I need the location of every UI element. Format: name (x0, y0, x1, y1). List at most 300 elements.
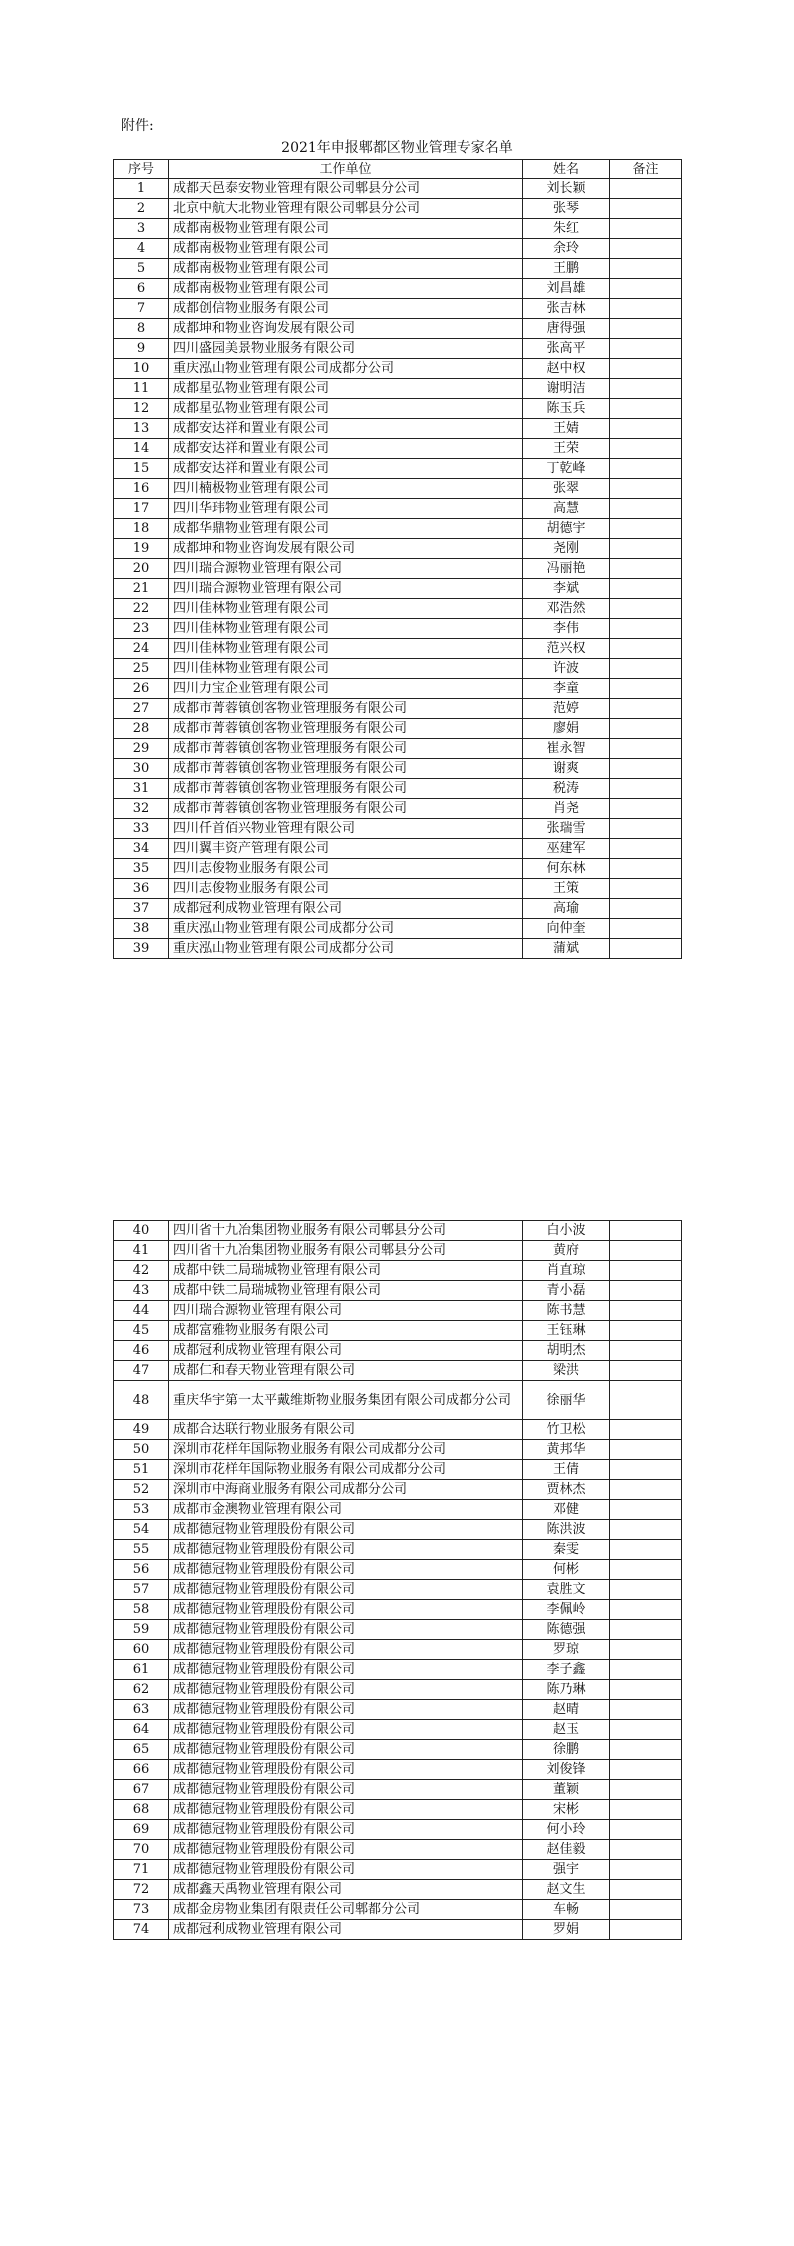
table-row (114, 1500, 682, 1520)
table-row (114, 1660, 682, 1680)
cell-name: 贾林杰 (523, 1480, 610, 1500)
cell-note (610, 1820, 682, 1840)
cell-seq: 15 (114, 459, 169, 479)
cell-unit: 成都南极物业管理有限公司 (169, 239, 523, 259)
cell-seq: 26 (114, 679, 169, 699)
cell-seq: 72 (114, 1880, 169, 1900)
cell-seq: 13 (114, 419, 169, 439)
cell-unit: 深圳市花样年国际物业服务有限公司成都分公司 (169, 1440, 523, 1460)
table-row (114, 359, 682, 379)
table-row (114, 759, 682, 779)
table-row (114, 1480, 682, 1500)
cell-seq: 55 (114, 1540, 169, 1560)
cell-unit: 成都市菁蓉镇创客物业管理服务有限公司 (169, 739, 523, 759)
cell-name: 陈洪波 (523, 1520, 610, 1540)
cell-name: 范婷 (523, 699, 610, 719)
cell-seq: 7 (114, 299, 169, 319)
cell-unit: 成都中铁二局瑞城物业管理有限公司 (169, 1261, 523, 1281)
cell-unit: 成都德冠物业管理股份有限公司 (169, 1700, 523, 1720)
cell-unit: 深圳市花样年国际物业服务有限公司成都分公司 (169, 1460, 523, 1480)
cell-unit: 成都德冠物业管理股份有限公司 (169, 1780, 523, 1800)
cell-name: 高慧 (523, 499, 610, 519)
cell-seq: 59 (114, 1620, 169, 1640)
cell-name: 朱红 (523, 219, 610, 239)
cell-name: 何小玲 (523, 1820, 610, 1840)
cell-seq: 73 (114, 1900, 169, 1920)
table-row (114, 1700, 682, 1720)
cell-note (610, 239, 682, 259)
expert-table-part-2 (113, 1220, 682, 1940)
table-row (114, 899, 682, 919)
header-seq: 序号 (114, 160, 169, 179)
cell-note (610, 799, 682, 819)
cell-seq: 20 (114, 559, 169, 579)
cell-seq: 44 (114, 1301, 169, 1321)
cell-note (610, 1341, 682, 1361)
cell-note (610, 1261, 682, 1281)
cell-note (610, 1720, 682, 1740)
table-row (114, 1880, 682, 1900)
cell-unit: 四川佳林物业管理有限公司 (169, 599, 523, 619)
cell-unit: 四川翼丰资产管理有限公司 (169, 839, 523, 859)
cell-seq: 54 (114, 1520, 169, 1540)
cell-unit: 成都星弘物业管理有限公司 (169, 379, 523, 399)
cell-name: 冯丽艳 (523, 559, 610, 579)
cell-unit: 四川佳林物业管理有限公司 (169, 659, 523, 679)
table-row (114, 419, 682, 439)
cell-name: 刘俊锋 (523, 1760, 610, 1780)
cell-unit: 成都天邑泰安物业管理有限公司郫县分公司 (169, 179, 523, 199)
table-row (114, 1900, 682, 1920)
cell-seq: 38 (114, 919, 169, 939)
cell-name: 赵文生 (523, 1880, 610, 1900)
table-row (114, 679, 682, 699)
cell-note (610, 199, 682, 219)
cell-seq: 11 (114, 379, 169, 399)
cell-note (610, 919, 682, 939)
cell-note (610, 619, 682, 639)
cell-seq: 6 (114, 279, 169, 299)
cell-name: 余玲 (523, 239, 610, 259)
cell-seq: 4 (114, 239, 169, 259)
cell-name: 陈乃琳 (523, 1680, 610, 1700)
cell-seq: 19 (114, 539, 169, 559)
cell-name: 车畅 (523, 1900, 610, 1920)
cell-unit: 成都市菁蓉镇创客物业管理服务有限公司 (169, 799, 523, 819)
cell-seq: 62 (114, 1680, 169, 1700)
expert-table-part-1 (113, 159, 682, 959)
cell-seq: 17 (114, 499, 169, 519)
cell-name: 袁胜文 (523, 1580, 610, 1600)
cell-name: 尧刚 (523, 539, 610, 559)
cell-note (610, 259, 682, 279)
cell-note (610, 1281, 682, 1301)
table-row (114, 1241, 682, 1261)
cell-note (610, 1361, 682, 1381)
cell-seq: 27 (114, 699, 169, 719)
cell-note (610, 339, 682, 359)
cell-unit: 四川瑞合源物业管理有限公司 (169, 1301, 523, 1321)
cell-seq: 5 (114, 259, 169, 279)
cell-unit: 成都德冠物业管理股份有限公司 (169, 1720, 523, 1740)
cell-name: 赵佳毅 (523, 1840, 610, 1860)
cell-note (610, 1540, 682, 1560)
cell-unit: 成都鑫天禹物业管理有限公司 (169, 1880, 523, 1900)
cell-seq: 45 (114, 1321, 169, 1341)
table-row (114, 539, 682, 559)
cell-note (610, 179, 682, 199)
cell-name: 竹卫松 (523, 1420, 610, 1440)
cell-seq: 70 (114, 1840, 169, 1860)
cell-name: 罗娟 (523, 1920, 610, 1940)
cell-seq: 56 (114, 1560, 169, 1580)
cell-name: 张琴 (523, 199, 610, 219)
cell-note (610, 679, 682, 699)
table-row (114, 279, 682, 299)
cell-unit: 成都冠利成物业管理有限公司 (169, 899, 523, 919)
cell-note (610, 659, 682, 679)
cell-name: 李子鑫 (523, 1660, 610, 1680)
cell-note (610, 1480, 682, 1500)
table-row (114, 779, 682, 799)
cell-seq: 67 (114, 1780, 169, 1800)
cell-seq: 43 (114, 1281, 169, 1301)
table-row (114, 1680, 682, 1700)
cell-note (610, 1381, 682, 1420)
cell-note (610, 1860, 682, 1880)
cell-unit: 四川省十九冶集团物业服务有限公司郫县分公司 (169, 1221, 523, 1241)
table-row (114, 239, 682, 259)
cell-note (610, 1221, 682, 1241)
cell-name: 张瑞雪 (523, 819, 610, 839)
cell-note (610, 939, 682, 959)
table-row (114, 299, 682, 319)
cell-unit: 成都合达联行物业服务有限公司 (169, 1420, 523, 1440)
cell-unit: 成都坤和物业咨询发展有限公司 (169, 539, 523, 559)
table-row (114, 719, 682, 739)
cell-name: 陈德强 (523, 1620, 610, 1640)
table-row (114, 259, 682, 279)
cell-name: 刘昌雄 (523, 279, 610, 299)
cell-unit: 四川瑞合源物业管理有限公司 (169, 559, 523, 579)
cell-name: 巫建军 (523, 839, 610, 859)
cell-note (610, 739, 682, 759)
table-row (114, 1780, 682, 1800)
cell-name: 董颖 (523, 1780, 610, 1800)
cell-note (610, 1920, 682, 1940)
cell-seq: 32 (114, 799, 169, 819)
cell-name: 向仲奎 (523, 919, 610, 939)
cell-note (610, 1560, 682, 1580)
cell-name: 王倩 (523, 1460, 610, 1480)
cell-unit: 重庆泓山物业管理有限公司成都分公司 (169, 919, 523, 939)
cell-seq: 3 (114, 219, 169, 239)
cell-seq: 31 (114, 779, 169, 799)
table-row (114, 839, 682, 859)
cell-name: 青小磊 (523, 1281, 610, 1301)
cell-seq: 12 (114, 399, 169, 419)
cell-name: 高瑜 (523, 899, 610, 919)
cell-seq: 49 (114, 1420, 169, 1440)
cell-note (610, 579, 682, 599)
cell-note (610, 1580, 682, 1600)
cell-note (610, 1420, 682, 1440)
cell-seq: 29 (114, 739, 169, 759)
cell-unit: 四川志俊物业服务有限公司 (169, 859, 523, 879)
table-row (114, 1420, 682, 1440)
table-row (114, 1341, 682, 1361)
cell-unit: 四川佳林物业管理有限公司 (169, 639, 523, 659)
cell-unit: 成都德冠物业管理股份有限公司 (169, 1560, 523, 1580)
table-row (114, 339, 682, 359)
table-row (114, 919, 682, 939)
cell-unit: 重庆泓山物业管理有限公司成都分公司 (169, 939, 523, 959)
table-row (114, 479, 682, 499)
cell-name: 胡德宇 (523, 519, 610, 539)
cell-name: 谢明洁 (523, 379, 610, 399)
cell-note (610, 859, 682, 879)
table-row (114, 1321, 682, 1341)
cell-name: 王婧 (523, 419, 610, 439)
cell-unit: 成都德冠物业管理股份有限公司 (169, 1540, 523, 1560)
table-row (114, 859, 682, 879)
header-name: 姓名 (523, 160, 610, 179)
cell-unit: 成都德冠物业管理股份有限公司 (169, 1760, 523, 1780)
table-row (114, 599, 682, 619)
cell-seq: 2 (114, 199, 169, 219)
table-row (114, 1580, 682, 1600)
cell-note (610, 559, 682, 579)
cell-seq: 40 (114, 1221, 169, 1241)
table-row (114, 1860, 682, 1880)
cell-unit: 成都华鼎物业管理有限公司 (169, 519, 523, 539)
table-row (114, 1920, 682, 1940)
cell-seq: 33 (114, 819, 169, 839)
cell-unit: 四川楠极物业管理有限公司 (169, 479, 523, 499)
cell-seq: 9 (114, 339, 169, 359)
table-row (114, 939, 682, 959)
cell-name: 唐得强 (523, 319, 610, 339)
cell-unit: 成都德冠物业管理股份有限公司 (169, 1520, 523, 1540)
cell-seq: 18 (114, 519, 169, 539)
cell-unit: 成都富雅物业服务有限公司 (169, 1321, 523, 1341)
cell-unit: 成都德冠物业管理股份有限公司 (169, 1820, 523, 1840)
cell-seq: 28 (114, 719, 169, 739)
table-row (114, 1640, 682, 1660)
table-row (114, 459, 682, 479)
cell-unit: 成都冠利成物业管理有限公司 (169, 1920, 523, 1940)
cell-note (610, 519, 682, 539)
table-row (114, 1281, 682, 1301)
cell-unit: 成都坤和物业咨询发展有限公司 (169, 319, 523, 339)
cell-name: 张高平 (523, 339, 610, 359)
cell-name: 白小波 (523, 1221, 610, 1241)
table-row (114, 199, 682, 219)
cell-name: 范兴权 (523, 639, 610, 659)
table-row (114, 1540, 682, 1560)
cell-unit: 四川省十九冶集团物业服务有限公司郫县分公司 (169, 1241, 523, 1261)
cell-note (610, 879, 682, 899)
cell-name: 宋彬 (523, 1800, 610, 1820)
cell-name: 徐鹏 (523, 1740, 610, 1760)
cell-note (610, 1880, 682, 1900)
cell-seq: 61 (114, 1660, 169, 1680)
cell-name: 徐丽华 (523, 1381, 610, 1420)
cell-unit: 成都德冠物业管理股份有限公司 (169, 1860, 523, 1880)
cell-seq: 51 (114, 1460, 169, 1480)
cell-name: 陈玉兵 (523, 399, 610, 419)
cell-note (610, 839, 682, 859)
cell-name: 赵玉 (523, 1720, 610, 1740)
cell-seq: 36 (114, 879, 169, 899)
cell-unit: 四川志俊物业服务有限公司 (169, 879, 523, 899)
cell-unit: 四川佳林物业管理有限公司 (169, 619, 523, 639)
cell-name: 许波 (523, 659, 610, 679)
table-row (114, 1820, 682, 1840)
cell-name: 张翠 (523, 479, 610, 499)
cell-note (610, 1640, 682, 1660)
cell-seq: 60 (114, 1640, 169, 1660)
table-row (114, 799, 682, 819)
cell-note (610, 779, 682, 799)
cell-name: 梁洪 (523, 1361, 610, 1381)
table-row (114, 1840, 682, 1860)
cell-seq: 37 (114, 899, 169, 919)
cell-name: 秦雯 (523, 1540, 610, 1560)
cell-unit: 成都星弘物业管理有限公司 (169, 399, 523, 419)
cell-name: 王钰琳 (523, 1321, 610, 1341)
cell-seq: 41 (114, 1241, 169, 1261)
cell-name: 廖娟 (523, 719, 610, 739)
cell-name: 税涛 (523, 779, 610, 799)
cell-unit: 成都冠利成物业管理有限公司 (169, 1341, 523, 1361)
cell-seq: 35 (114, 859, 169, 879)
cell-seq: 42 (114, 1261, 169, 1281)
cell-name: 邓浩然 (523, 599, 610, 619)
table-row (114, 439, 682, 459)
cell-seq: 14 (114, 439, 169, 459)
cell-seq: 1 (114, 179, 169, 199)
table-row (114, 399, 682, 419)
table-row (114, 1361, 682, 1381)
table-row (114, 739, 682, 759)
cell-unit: 深圳市中海商业服务有限公司成都分公司 (169, 1480, 523, 1500)
cell-name: 张吉林 (523, 299, 610, 319)
table-row (114, 559, 682, 579)
cell-unit: 成都中铁二局瑞城物业管理有限公司 (169, 1281, 523, 1301)
cell-name: 李伟 (523, 619, 610, 639)
cell-name: 何东林 (523, 859, 610, 879)
cell-note (610, 1740, 682, 1760)
cell-note (610, 819, 682, 839)
cell-note (610, 1600, 682, 1620)
table-row (114, 1740, 682, 1760)
cell-seq: 46 (114, 1341, 169, 1361)
cell-unit: 重庆泓山物业管理有限公司成都分公司 (169, 359, 523, 379)
table-row (114, 1261, 682, 1281)
cell-note (610, 399, 682, 419)
cell-seq: 30 (114, 759, 169, 779)
cell-unit: 成都德冠物业管理股份有限公司 (169, 1680, 523, 1700)
cell-note (610, 459, 682, 479)
table-row (114, 1800, 682, 1820)
header-note: 备注 (610, 160, 682, 179)
cell-note (610, 1460, 682, 1480)
cell-unit: 成都安达祥和置业有限公司 (169, 459, 523, 479)
cell-seq: 74 (114, 1920, 169, 1940)
cell-note (610, 299, 682, 319)
cell-unit: 成都仁和春天物业管理有限公司 (169, 1361, 523, 1381)
table-row (114, 879, 682, 899)
cell-seq: 22 (114, 599, 169, 619)
cell-seq: 25 (114, 659, 169, 679)
table-row (114, 179, 682, 199)
cell-unit: 成都市菁蓉镇创客物业管理服务有限公司 (169, 779, 523, 799)
table-row (114, 659, 682, 679)
cell-note (610, 1660, 682, 1680)
cell-unit: 四川力宝企业管理有限公司 (169, 679, 523, 699)
cell-seq: 16 (114, 479, 169, 499)
table-header-row (114, 160, 682, 179)
cell-name: 邓健 (523, 1500, 610, 1520)
cell-seq: 63 (114, 1700, 169, 1720)
cell-name: 蒲斌 (523, 939, 610, 959)
table-row (114, 1381, 682, 1420)
cell-note (610, 419, 682, 439)
attachment-label: 附件: (121, 118, 154, 134)
cell-name: 肖直琼 (523, 1261, 610, 1281)
cell-seq: 65 (114, 1740, 169, 1760)
cell-note (610, 1241, 682, 1261)
cell-unit: 成都安达祥和置业有限公司 (169, 419, 523, 439)
cell-note (610, 539, 682, 559)
table-row (114, 579, 682, 599)
cell-note (610, 699, 682, 719)
cell-seq: 57 (114, 1580, 169, 1600)
cell-seq: 50 (114, 1440, 169, 1460)
cell-seq: 69 (114, 1820, 169, 1840)
table-row (114, 819, 682, 839)
cell-note (610, 279, 682, 299)
cell-unit: 成都德冠物业管理股份有限公司 (169, 1660, 523, 1680)
table-row (114, 1440, 682, 1460)
cell-note (610, 439, 682, 459)
cell-seq: 48 (114, 1381, 169, 1420)
cell-unit: 成都创信物业服务有限公司 (169, 299, 523, 319)
cell-note (610, 639, 682, 659)
cell-name: 黄邦华 (523, 1440, 610, 1460)
cell-note (610, 499, 682, 519)
table-row (114, 499, 682, 519)
cell-seq: 8 (114, 319, 169, 339)
cell-name: 罗琼 (523, 1640, 610, 1660)
cell-unit: 成都南极物业管理有限公司 (169, 279, 523, 299)
cell-note (610, 219, 682, 239)
cell-note (610, 1780, 682, 1800)
cell-name: 何彬 (523, 1560, 610, 1580)
cell-note (610, 1321, 682, 1341)
table-row (114, 519, 682, 539)
cell-seq: 71 (114, 1860, 169, 1880)
cell-seq: 53 (114, 1500, 169, 1520)
table-row (114, 1560, 682, 1580)
cell-note (610, 379, 682, 399)
cell-name: 肖尧 (523, 799, 610, 819)
cell-unit: 成都德冠物业管理股份有限公司 (169, 1740, 523, 1760)
cell-unit: 成都德冠物业管理股份有限公司 (169, 1840, 523, 1860)
cell-seq: 34 (114, 839, 169, 859)
cell-name: 赵中权 (523, 359, 610, 379)
